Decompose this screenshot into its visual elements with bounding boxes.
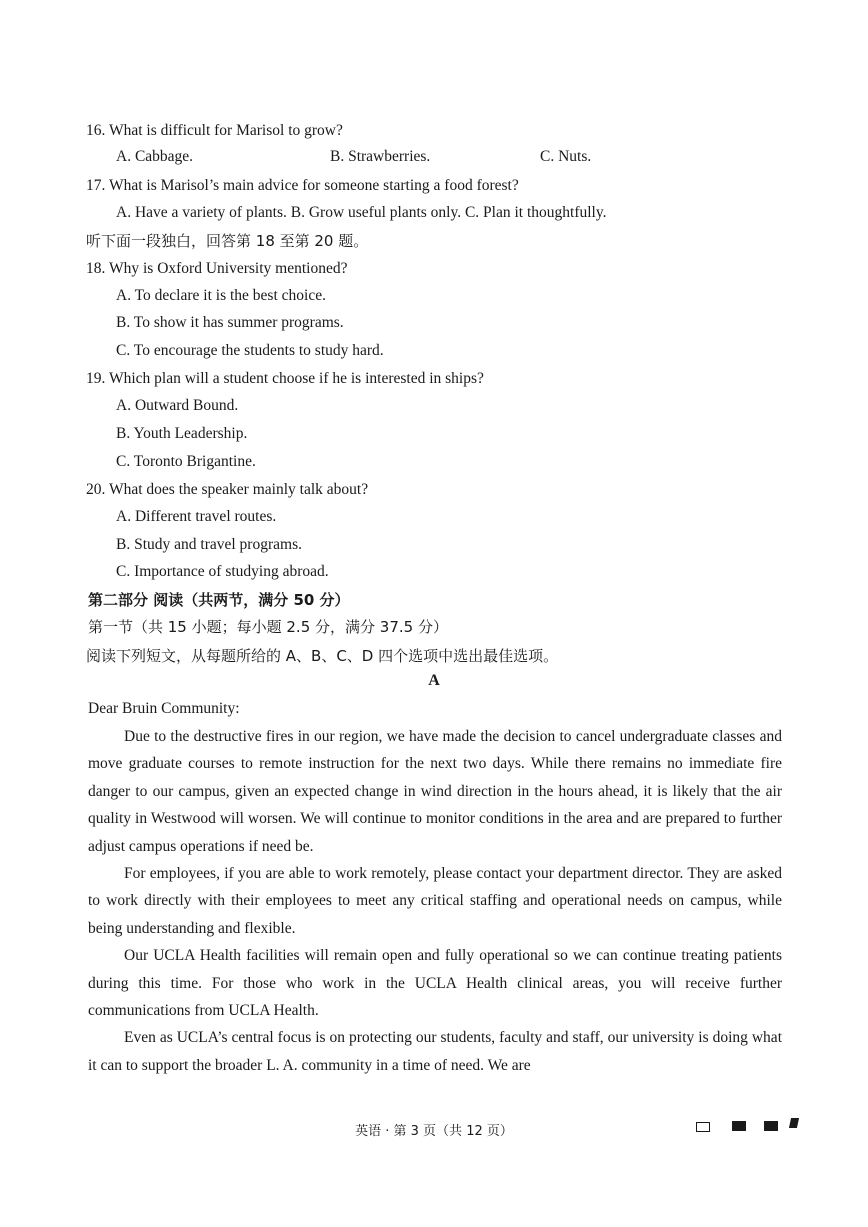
salutation: Dear Bruin Community: [88, 700, 240, 717]
option-c: C. To encourage the students to study hard. [116, 342, 384, 359]
option-b: B. To show it has summer programs. [116, 314, 344, 331]
section-1-heading: 第一节（共 15 小题；每小题 2.5 分，满分 37.5 分） [88, 618, 448, 636]
question-18: 18. Why is Oxford University mentioned? [86, 260, 348, 277]
reading-instruction: 阅读下列短文，从每题所给的 A、B、C、D 四个选项中选出最佳选项。 [86, 647, 559, 665]
option-b: B. Youth Leadership. [116, 425, 248, 442]
option-a: A. Outward Bound. [116, 397, 239, 414]
passage-body [88, 723, 782, 1079]
scan-marks [696, 1118, 806, 1134]
paragraph-2: For employees, if you are able to work remotely, please contact your department director. They are asked to work directly with their employees to meet any critical staffing and operational needs on campus, while being understanding and flexible. [88, 865, 782, 937]
option-b: B. Strawberries. [330, 148, 431, 165]
hollow-mark-icon [696, 1122, 710, 1132]
page-footer: 英语 · 第 3 页（共 12 页） [355, 1124, 513, 1139]
solid-mark-icon [732, 1121, 746, 1131]
paragraph-3: Our UCLA Health facilities will remain open and fully operational so we can continue treating patients during this time. For those who work in the UCLA Health clinical areas, you will receive further communications from UCLA Health. [88, 947, 782, 1020]
question-16: 16. What is difficult for Marisol to grow? [86, 122, 343, 139]
paragraph-1: Due to the destructive fires in our region, we have made the decision to cancel undergraduate classes and move graduate courses to remote instruction for the next two days. While there remains no immediate fire danger to our campus, given an expected change in wind direction in the hours ahead, it is likely that the air quality in Westwood will worsen. We will continue to monitor conditions in the area and are prepared to further adjust campus operations if need be. [88, 728, 782, 855]
part-2-heading: 第二部分 阅读（共两节，满分 50 分） [88, 591, 350, 609]
solid-mark-icon [789, 1118, 799, 1128]
option-c: C. Nuts. [540, 148, 592, 165]
instruction-18-20: 听下面一段独白，回答第 18 至第 20 题。 [86, 232, 369, 250]
question-17: 17. What is Marisol’s main advice for someone starting a food forest? [86, 177, 519, 194]
option-b: B. Study and travel programs. [116, 536, 302, 553]
passage-label: A [428, 672, 440, 689]
paragraph-4: Even as UCLA’s central focus is on protecting our students, faculty and staff, our university is doing what it can to support the broader L. A. community in a time of need. We are [88, 1029, 782, 1074]
option-c: C. Toronto Brigantine. [116, 453, 256, 470]
option-a: A. To declare it is the best choice. [116, 287, 326, 304]
option-a: A. Cabbage. [116, 148, 194, 165]
question-16-options [116, 148, 716, 168]
question-20: 20. What does the speaker mainly talk about? [86, 481, 369, 498]
option-c: C. Importance of studying abroad. [116, 563, 329, 580]
question-19: 19. Which plan will a student choose if he is interested in ships? [86, 370, 484, 387]
option-a: A. Different travel routes. [116, 508, 277, 525]
question-17-options: A. Have a variety of plants. B. Grow useful plants only. C. Plan it thoughtfully. [116, 204, 607, 221]
solid-mark-icon [764, 1121, 778, 1131]
